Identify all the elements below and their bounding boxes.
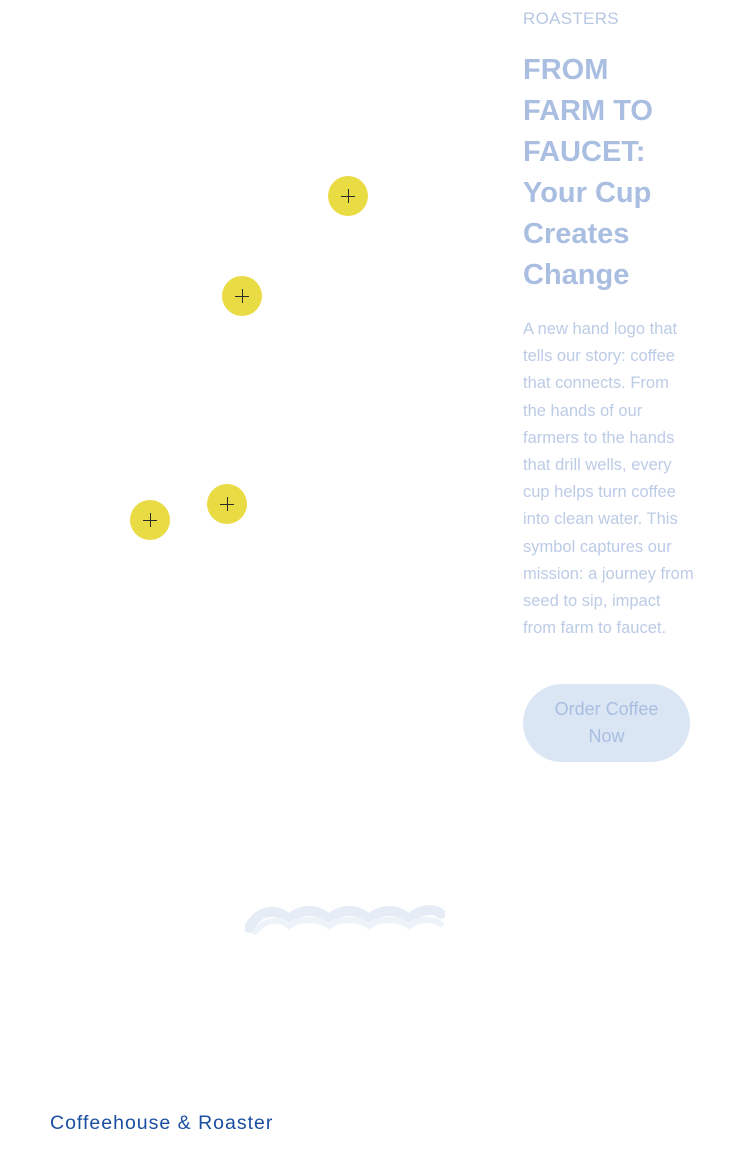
plus-icon — [143, 513, 157, 527]
plus-icon — [235, 289, 249, 303]
footer-cutoff-text — [50, 1164, 250, 1172]
plus-icon — [220, 497, 234, 511]
eyebrow-label: ROASTERS — [523, 9, 619, 28]
hotspot-1[interactable] — [328, 176, 368, 216]
hotspot-4[interactable] — [130, 500, 170, 540]
hotspot-2[interactable] — [222, 276, 262, 316]
footer-brand: Coffeehouse & Roaster — [50, 1112, 274, 1134]
hero-body: A new hand logo that tells our story: coffee that connects. From the hands of our farmers to the hands that drill wells, every cup helps turn coffee into clean water. This symbol captures our mission: a journey from seed to sip, impact from farm to faucet. — [523, 320, 694, 638]
wave-divider-icon — [245, 904, 445, 936]
plus-icon — [341, 189, 355, 203]
order-coffee-button[interactable]: Order Coffee Now — [523, 684, 690, 762]
hero-heading: FROM FARM TO FAUCET: Your Cup Creates Change — [523, 54, 653, 291]
hotspot-3[interactable] — [207, 484, 247, 524]
